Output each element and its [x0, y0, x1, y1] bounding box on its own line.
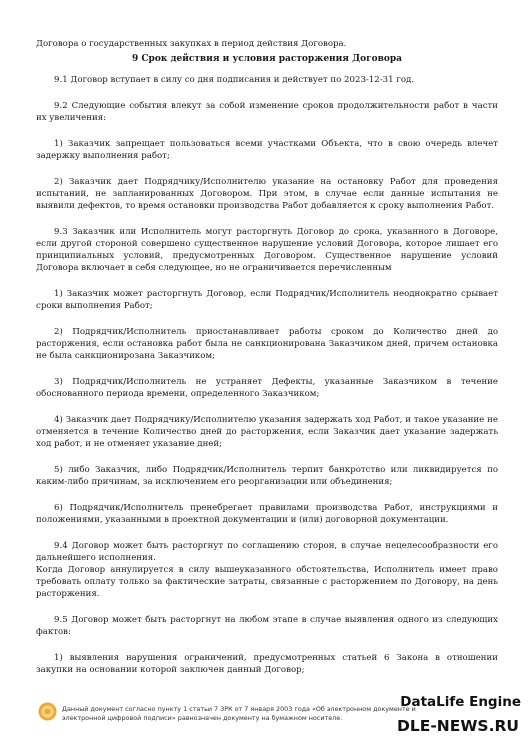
clause-9-2-item-1: 1) Заказчик запрещает пользоваться всеми участками Объекта, что в свою очередь влечет задержку выполнения работ; — [36, 139, 498, 161]
clause-9-4-continuation: Когда Договор аннулируется в силу вышеуказанного обстоятельства, Исполнитель имеет право требовать оплату только за фактические затраты, связанные с расторжением по Договору, на день расторжения. — [36, 565, 498, 599]
intro-tail: Договора о государственных закупках в период действия Договора. — [36, 39, 347, 49]
clause-9-5: 9.5 Договор может быть расторгнут на любом этапе в случае выявления одного из следующих фактов: — [36, 615, 498, 637]
clause-9-3-item-4: 4) Заказчик дает Подрядчику/Исполнителю указания задержать ход Работ, и такое указание не отменяется в течение Количество дней до расторжения, если Заказчик дает указание задержать ход работ, и не отменяет указание дней; — [36, 415, 498, 449]
clause-9-3-item-5: 5) либо Заказчик, либо Подрядчик/Исполнитель терпит банкротство или ликвидируется по каким-либо причинам, за исключением его реорганизации или объединения; — [36, 465, 498, 487]
clause-9-3-item-1: 1) Заказчик может расторгнуть Договор, если Подрядчик/Исполнитель неоднократно срывает сроки выполнения Работ; — [36, 289, 498, 311]
section-title: 9 Срок действия и условия расторжения Договора — [131, 54, 402, 64]
clause-9-4: 9.4 Договор может быть расторгнут по соглашению сторон, в случае нецелесообразности его дальнейшего исполнения. — [36, 541, 498, 563]
clause-9-3-item-6: 6) Подрядчик/Исполнитель пренебрегает правилами производства Работ, инструкциями и положениями, указанными в проектной документации и (или) договорной документации. — [36, 503, 498, 525]
clause-9-2-item-2: 2) Заказчик дает Подрядчику/Исполнителю указание на остановку Работ для проведения испытаний, не запланированных Договором. При этом, в случае если данные испытания не выявили дефектов, то время остановки производства Работ добавляется к сроку выполнения Работ. — [36, 177, 498, 211]
egov-seal-icon — [38, 702, 57, 721]
footer-notice: Данный документ согласно пункту 1 статьи 7 ЗРК от 7 января 2003 года «Об электронном документе и электронной цифровой подписи» равнозначен документу на бумажном носителе. — [62, 705, 416, 722]
clause-9-2: 9.2 Следующие события влекут за собой изменение сроков продолжительности работ в части их увеличения: — [36, 101, 498, 123]
clause-9-3-item-2: 2) Подрядчик/Исполнитель приостанавливает работы сроком до Количество дней до расторжения, если остановка работ была не санкционирована Заказчиком дней, причем остановка не была санкционирозана Заказчиком; — [36, 327, 498, 361]
clause-9-3: 9.3 Заказчик или Исполнитель могут расторгнуть Договор до срока, указанного в Договоре, если другой стороной совершено существенное нарушение условий Договора, которое лишает его принципиальных условий, предусмотренных Договором. Существенное нарушение условий Договора включает в себя следующее, но не ограничивается перечисленным — [36, 227, 498, 273]
clause-9-5-item-1: 1) выявления нарушения ограничений, предусмотренных статьей 6 Закона в отношении закупки на основании которой заключен данный Договор; — [36, 653, 498, 675]
clause-9-1: 9.1 Договор вступает в силу со дня подписания и действует по 2023-12-31 год. — [54, 75, 415, 85]
watermark-site: DLE-NEWS.RU — [397, 717, 519, 735]
document-body — [36, 38, 498, 676]
watermark-title: DataLife Engine — [400, 694, 521, 710]
clause-9-3-item-3: 3) Подрядчик/Исполнитель не устраняет Дефекты, указанные Заказчиком в течение обоснованного периода времени, определенного Заказчиком; — [36, 377, 498, 399]
